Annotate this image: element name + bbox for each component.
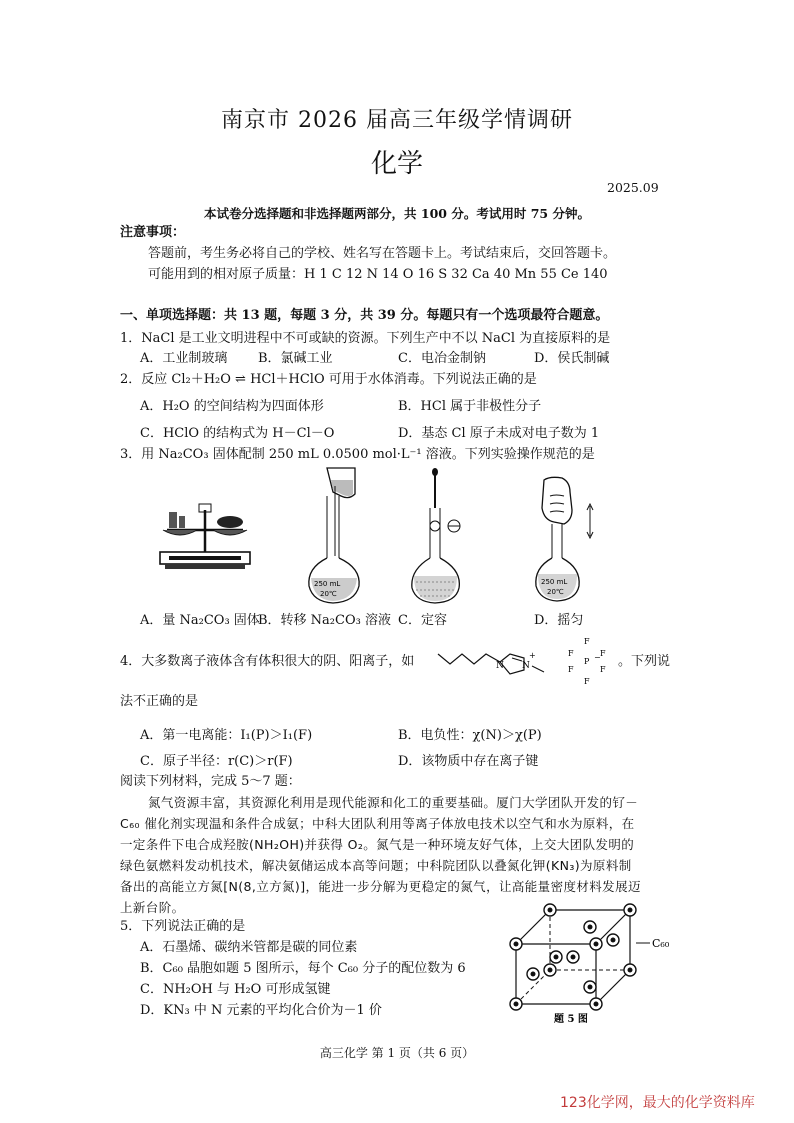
q4-stem-cont: 法不正确的是: [120, 694, 199, 709]
reading-line-6: 上新台阶。: [120, 900, 185, 915]
q2-option-c: C．HClO 的结构式为 H－Cl－O: [140, 426, 335, 441]
q4-option-b: B．电负性：χ(N)＞χ(P): [398, 728, 542, 743]
q4-option-c: C．原子半径：r(C)＞r(F): [140, 754, 293, 769]
c60-unit-cell-figure: [500, 898, 680, 1026]
q2-option-a: A．H₂O 的空间结构为四面体形: [140, 399, 324, 414]
q2-stem: 2．反应 Cl₂＋H₂O ⇌ HCl＋HClO 可用于水体消毒。下列说法正确的是: [120, 372, 537, 387]
anion-f-top: F: [584, 637, 590, 646]
exam-date: 2025.09: [607, 180, 659, 195]
transfer-flask-volume-label: 250 mL: [314, 580, 341, 588]
q3-option-d: D．摇匀: [534, 613, 584, 628]
q1-stem: 1．NaCl 是工业文明进程中不可或缺的资源。下列生产中不以 NaCl 为直接原料的是: [120, 331, 611, 346]
q5-stem: 5．下列说法正确的是: [120, 919, 246, 934]
page-footer: 高三化学 第 1 页（共 6 页）: [319, 1046, 475, 1060]
q5-option-c: C．NH₂OH 与 H₂O 可形成氢键: [140, 982, 331, 997]
shaking-illustration: [530, 476, 600, 606]
section-heading: 一、单项选择题：共 13 题，每题 3 分，共 39 分。每题只有一个选项最符合题意。: [120, 308, 609, 323]
q5-option-a: A．石墨烯、碳纳米管都是碳的同位素: [140, 940, 358, 955]
q5-option-d: D．KN₃ 中 N 元素的平均化合价为－1 价: [140, 1003, 382, 1018]
anion-f-left-down: F: [568, 665, 574, 674]
reading-line-4: 绿色氨燃料发动机技术，解决氨储运成本高等问题；中科院团队以叠氮化钾(KN₃)为原料制: [120, 858, 632, 873]
q4-option-a: A．第一电离能：I₁(P)＞I₁(F): [140, 728, 313, 743]
anion-f-right-up: F: [600, 649, 606, 658]
anion-f-left-up: F: [568, 649, 574, 658]
q2-option-b: B．HCl 属于非极性分子: [398, 399, 542, 414]
anion-p-atom: P: [584, 657, 590, 666]
balance-illustration: [155, 490, 255, 575]
transfer-flask-illustration: [305, 466, 365, 606]
q3-option-c: C．定容: [398, 613, 447, 628]
exam-subject: 化学: [370, 149, 423, 179]
ionic-liquid-structure: [436, 634, 616, 686]
anion-f-right-down: F: [600, 665, 606, 674]
anion-charge: −: [594, 653, 601, 662]
fixing-volume-illustration: [410, 468, 470, 606]
q3-option-b: B．转移 Na₂CO₃ 溶液: [258, 613, 391, 628]
transfer-flask-temp-label: 20℃: [320, 590, 337, 598]
cation-n-atom-2: N: [522, 661, 530, 671]
notice-heading: 注意事项：: [120, 225, 186, 240]
q1-option-b: B．氯碱工业: [258, 351, 333, 366]
reading-line-1: 氮气资源丰富，其资源化利用是现代能源和化工的重要基础。厦门大学团队开发的钌－: [148, 795, 639, 810]
shaking-flask-volume-label: 250 mL: [541, 578, 568, 586]
q4-option-d: D．该物质中存在离子键: [398, 754, 539, 769]
q5-option-b: B．C₆₀ 晶胞如题 5 图所示，每个 C₆₀ 分子的配位数为 6: [140, 961, 466, 976]
notice-line-1: 答题前，考生务必将自己的学校、姓名写在答题卡上。考试结束后，交回答题卡。: [148, 246, 617, 261]
q4-stem-start: 4．大多数离子液体含有体积很大的阴、阳离子，如: [120, 654, 415, 669]
c60-figure-label: C₆₀: [652, 937, 670, 950]
q3-stem: 3．用 Na₂CO₃ 固体配制 250 mL 0.0500 mol·L⁻¹ 溶液。下列实验操作规范的是: [120, 447, 595, 462]
notice-line-2: 可能用到的相对原子质量：H 1 C 12 N 14 O 16 S 32 Ca 40 Mn 55 Ce 140: [148, 267, 608, 282]
watermark: 123化学网，最大的化学资料库: [560, 1095, 755, 1111]
reading-line-5: 备出的高能立方氮[N(8,立方氮)]，能进一步分解为更稳定的氮气，让高能量密度材料发展迈: [120, 879, 641, 894]
q1-option-d: D．侯氏制碱: [534, 351, 610, 366]
q3-option-a: A．量 Na₂CO₃ 固体: [140, 613, 260, 628]
q1-option-a: A．工业制玻璃: [140, 351, 228, 366]
q4-stem-end: 。下列说: [618, 654, 671, 669]
reading-intro: 阅读下列材料，完成 5～7 题：: [120, 774, 301, 789]
exam-title: 南京市 2026 届高三年级学情调研: [221, 108, 573, 133]
cation-charge: +: [529, 651, 536, 660]
shaking-flask-temp-label: 20℃: [547, 588, 564, 596]
exam-intro: 本试卷分选择题和非选择题两部分，共 100 分。考试用时 75 分钟。: [204, 206, 590, 221]
anion-f-bottom: F: [584, 677, 590, 686]
q2-option-d: D．基态 Cl 原子未成对电子数为 1: [398, 426, 600, 441]
reading-line-3: 一定条件下电合成羟胺(NH₂OH)并获得 O₂。氮气是一种环境友好气体，上交大团队发明的: [120, 837, 635, 852]
cation-n-atom-1: N: [496, 661, 504, 671]
q1-option-c: C．电冶金制钠: [398, 351, 486, 366]
reading-line-2: C₆₀ 催化剂实现温和条件合成氨；中科大团队利用等离子体放电技术以空气和水为原料，在: [120, 816, 635, 831]
c60-figure-caption: 题 5 图: [554, 1014, 588, 1025]
